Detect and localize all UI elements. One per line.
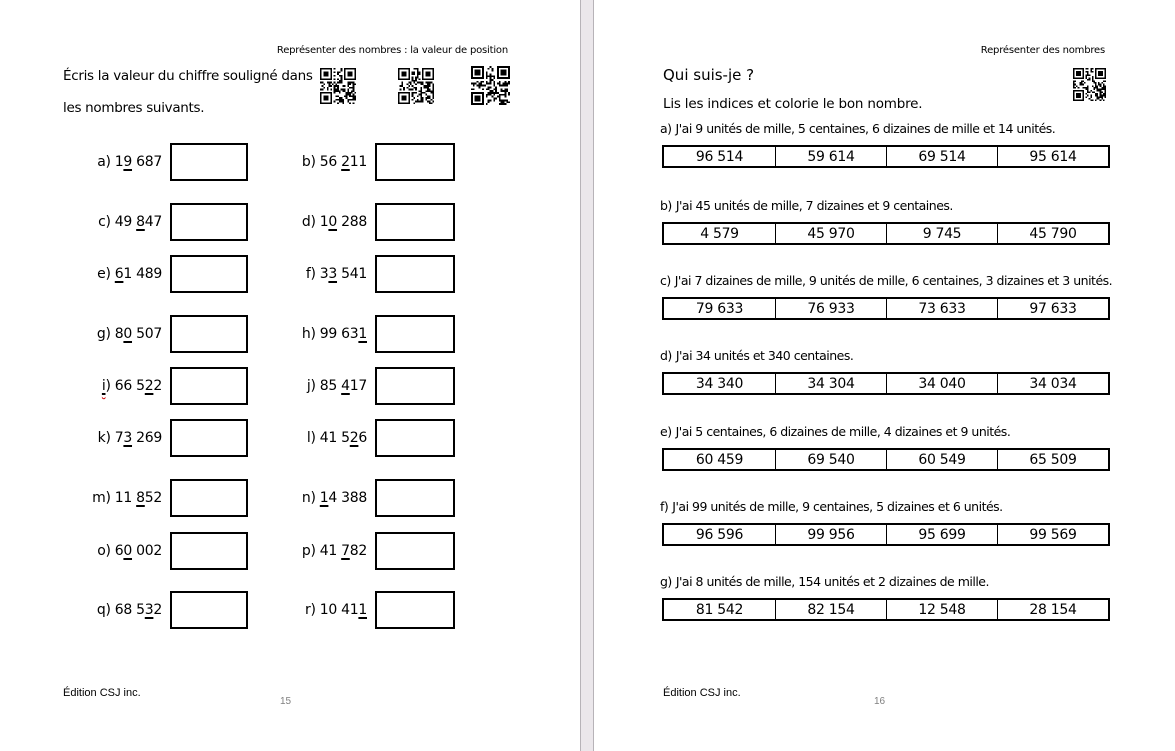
number-option[interactable]: 99 956 [775, 525, 886, 544]
qr-code-icon [398, 68, 434, 104]
worksheet-item [263, 591, 455, 629]
number-option[interactable]: 34 340 [695, 375, 744, 392]
item-number: 61 489 [114, 266, 162, 282]
item-label: i) [101, 378, 111, 394]
item-clue: J'ai 9 unités de mille, 5 centaines, 6 dizaines de mille et 14 unités. [675, 121, 1056, 136]
item-label: d) [301, 214, 316, 230]
answer-box[interactable] [170, 143, 248, 181]
quiz-item [660, 424, 1130, 471]
item-number: 60 002 [110, 543, 162, 559]
worksheet-item [58, 479, 248, 517]
worksheet-item [263, 255, 455, 293]
options-table [662, 297, 1110, 320]
item-label: e) [660, 424, 672, 439]
left-instruction-line1: Écris la valeur du chiffre souligné dans [63, 68, 313, 84]
options-table [662, 145, 1110, 168]
quiz-item [660, 273, 1130, 320]
left-instruction-line2: les nombres suivants. [63, 100, 205, 116]
number-option[interactable]: 65 509 [997, 450, 1108, 469]
item-label: b) [301, 154, 316, 170]
number-option[interactable]: 97 633 [997, 299, 1108, 318]
number-option[interactable]: 9 745 [886, 224, 997, 243]
item-label: f) [305, 266, 316, 282]
item-number: 66 522 [110, 378, 162, 394]
item-number: 41 782 [315, 543, 367, 559]
underlined-digit: 2 [349, 430, 359, 446]
worksheet-item [263, 532, 455, 570]
item-label: a) [660, 121, 672, 136]
worksheet-item [263, 367, 455, 405]
item-number: 19 687 [110, 154, 162, 170]
answer-box[interactable] [375, 479, 455, 517]
right-instruction: Lis les indices et colorie le bon nombre. [663, 96, 923, 112]
answer-box[interactable] [170, 315, 248, 353]
item-label: q) [96, 602, 111, 618]
worksheet-item [263, 143, 455, 181]
right-page [594, 0, 1175, 751]
quiz-item [660, 499, 1130, 546]
item-number: 99 631 [315, 326, 367, 342]
worksheet-item [58, 532, 248, 570]
number-option[interactable]: 34 040 [886, 374, 997, 393]
underlined-digit: 2 [144, 378, 154, 394]
number-option[interactable]: 28 154 [997, 600, 1108, 619]
answer-box[interactable] [375, 315, 455, 353]
worksheet-item [58, 143, 248, 181]
item-label: h) [301, 326, 316, 342]
item-label: g) [660, 574, 672, 589]
worksheet-item [58, 367, 248, 405]
underlined-digit: 1 [358, 602, 367, 618]
item-clue: J'ai 7 dizaines de mille, 9 unités de mille, 6 centaines, 3 dizaines et 3 unités. [674, 273, 1113, 288]
underlined-digit: 8 [136, 214, 145, 230]
underlined-digit: 3 [328, 266, 338, 282]
underlined-digit: 8 [136, 490, 145, 506]
number-option[interactable]: 96 596 [695, 526, 744, 543]
item-number: 49 847 [110, 214, 162, 230]
item-label: j) [306, 378, 316, 394]
answer-box[interactable] [170, 419, 248, 457]
worksheet-item [58, 203, 248, 241]
worksheet-item [58, 255, 248, 293]
number-option[interactable]: 96 514 [695, 148, 744, 165]
item-label: r) [305, 602, 316, 618]
item-number: 10 288 [315, 214, 367, 230]
answer-box[interactable] [375, 367, 455, 405]
answer-box[interactable] [375, 591, 455, 629]
number-option[interactable]: 45 970 [775, 224, 886, 243]
quiz-item [660, 198, 1130, 245]
page-gutter [580, 0, 594, 751]
item-label: m) [92, 490, 111, 506]
item-label: k) [97, 430, 111, 446]
number-option[interactable]: 45 790 [997, 224, 1108, 243]
underlined-digit: 0 [123, 326, 133, 342]
answer-box[interactable] [170, 532, 248, 570]
number-option[interactable]: 69 540 [775, 450, 886, 469]
underlined-digit: 9 [123, 154, 133, 170]
item-number: 73 269 [110, 430, 162, 446]
number-option[interactable]: 34 304 [775, 374, 886, 393]
number-option[interactable]: 76 933 [775, 299, 886, 318]
quiz-item [660, 348, 1130, 395]
item-number: 11 852 [110, 490, 162, 506]
answer-box[interactable] [170, 367, 248, 405]
underlined-digit: 7 [341, 543, 350, 559]
answer-box[interactable] [170, 479, 248, 517]
item-clue: J'ai 34 unités et 340 centaines. [675, 348, 854, 363]
right-page-header: Représenter des nombres [980, 45, 1105, 56]
number-option[interactable]: 4 579 [700, 225, 739, 242]
qr-code-icon [470, 66, 511, 105]
item-label: p) [301, 543, 316, 559]
worksheet-item [58, 419, 248, 457]
number-option[interactable]: 59 614 [775, 147, 886, 166]
options-table [662, 222, 1110, 245]
number-option[interactable]: 81 542 [695, 601, 744, 618]
underlined-digit: 6 [114, 266, 124, 282]
left-footer-brand: Édition CSJ inc. [63, 687, 141, 699]
left-page-number: 15 [280, 696, 292, 707]
item-number: 14 388 [319, 490, 367, 506]
underlined-digit: 0 [328, 214, 338, 230]
number-option[interactable]: 79 633 [695, 300, 744, 317]
item-label: b) [660, 198, 672, 213]
options-table [662, 448, 1110, 471]
answer-box[interactable] [170, 591, 248, 629]
underlined-digit: 0 [123, 543, 133, 559]
item-number: 68 532 [110, 602, 162, 618]
number-option[interactable]: 12 548 [886, 600, 997, 619]
item-clue: J'ai 5 centaines, 6 dizaines de mille, 4 dizaines et 9 unités. [675, 424, 1011, 439]
item-label: d) [660, 348, 672, 363]
underlined-digit: 3 [144, 602, 154, 618]
underlined-digit: 2 [341, 154, 350, 170]
worksheet-item [263, 479, 455, 517]
item-label: o) [97, 543, 111, 559]
right-page-number: 16 [874, 696, 886, 707]
item-clue: J'ai 8 unités de mille, 154 unités et 2 dizaines de mille. [675, 574, 989, 589]
item-number: 85 417 [315, 378, 367, 394]
number-option[interactable]: 99 569 [997, 525, 1108, 544]
quiz-item [660, 574, 1130, 621]
quiz-item [660, 121, 1130, 168]
answer-box[interactable] [375, 419, 455, 457]
options-table [662, 372, 1110, 395]
answer-box[interactable] [375, 532, 455, 570]
worksheet-item [263, 419, 455, 457]
right-footer-brand: Édition CSJ inc. [663, 687, 741, 699]
item-number: 56 211 [315, 154, 367, 170]
answer-box[interactable] [375, 255, 455, 293]
number-option[interactable]: 34 034 [997, 374, 1108, 393]
left-page [0, 0, 580, 751]
number-option[interactable]: 69 514 [886, 147, 997, 166]
item-clue: J'ai 45 unités de mille, 7 dizaines et 9 centaines. [675, 198, 953, 213]
answer-box[interactable] [170, 203, 248, 241]
options-table [662, 523, 1110, 546]
item-label: g) [96, 326, 111, 342]
qr-code-icon [320, 68, 356, 104]
worksheet-item [263, 315, 455, 353]
worksheet-item [58, 315, 248, 353]
item-label: l) [306, 430, 316, 446]
answer-box[interactable] [375, 143, 455, 181]
worksheet-item [263, 203, 455, 241]
item-label: e) [97, 266, 111, 282]
page-title: Qui suis-je ? [663, 66, 755, 84]
number-option[interactable]: 95 614 [997, 147, 1108, 166]
number-option[interactable]: 82 154 [775, 600, 886, 619]
item-clue: J'ai 99 unités de mille, 9 centaines, 5 dizaines et 6 unités. [672, 499, 1003, 514]
item-label: f) [660, 499, 669, 514]
answer-box[interactable] [170, 255, 248, 293]
item-label: c) [660, 273, 671, 288]
underlined-digit: 4 [341, 378, 350, 394]
item-label: c) [98, 214, 111, 230]
options-table [662, 598, 1110, 621]
number-option[interactable]: 95 699 [886, 525, 997, 544]
worksheet-item [58, 591, 248, 629]
qr-code-icon [1073, 68, 1106, 101]
underlined-digit: 1 [319, 490, 329, 506]
item-label: a) [97, 154, 111, 170]
answer-box[interactable] [375, 203, 455, 241]
item-label: n) [301, 490, 316, 506]
item-number: 33 541 [315, 266, 367, 282]
item-number: 80 507 [110, 326, 162, 342]
underlined-digit: 1 [358, 326, 367, 342]
number-option[interactable]: 60 459 [695, 451, 744, 468]
number-option[interactable]: 73 633 [886, 299, 997, 318]
item-number: 10 411 [315, 602, 367, 618]
number-option[interactable]: 60 549 [886, 450, 997, 469]
item-number: 41 526 [315, 430, 367, 446]
underlined-digit: 3 [123, 430, 133, 446]
left-page-header: Représenter des nombres : la valeur de position [276, 45, 508, 56]
